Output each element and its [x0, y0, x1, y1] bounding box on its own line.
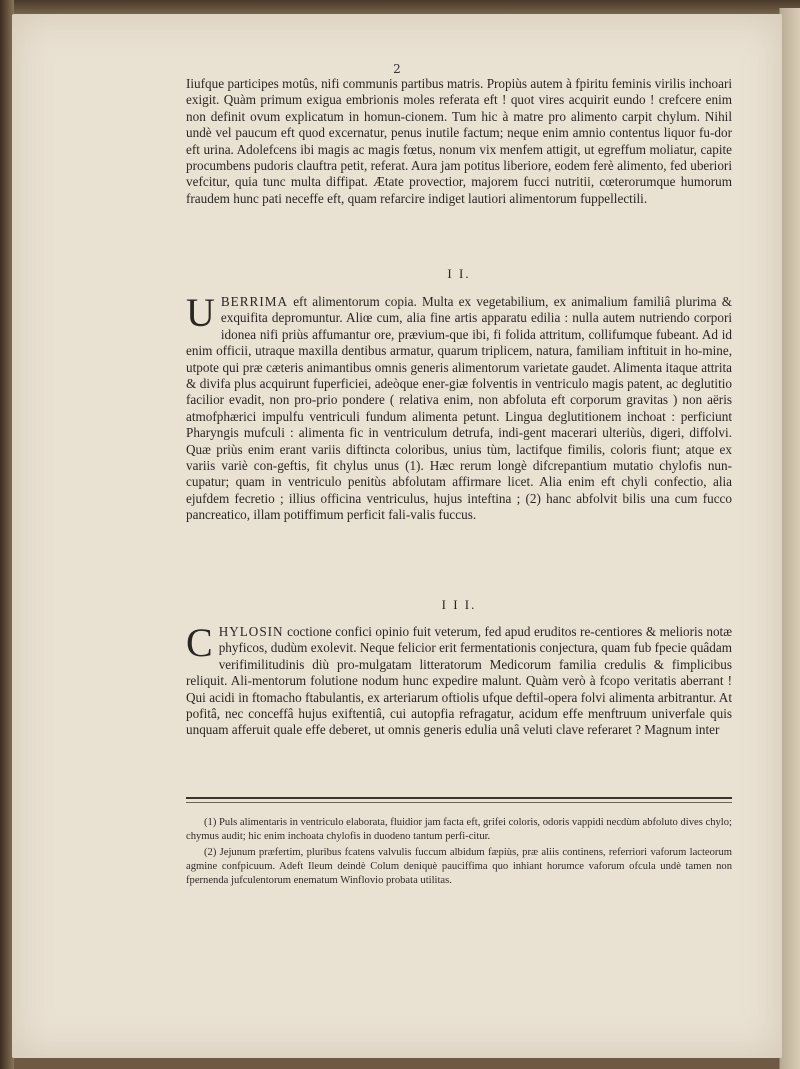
section-3-paragraph — [186, 620, 732, 739]
footnotes — [186, 816, 732, 890]
book-page — [12, 14, 782, 1058]
paragraph-text: coctione confici opinio fuit veterum, fed apud eruditos re-centiores & melioris notæ phyficos, dudùm exolevit. Neque felicior erit fermentationis conjectura, quam fub fpecie quâdam verifimilitudinis diù pro-mulgatam litteratorum Medicorum familia credulis & fimplicibus reliquit. Ali-mentorum folutione nodum hunc expedire malunt. Quàm verò à fcopo veritatis aberrant ! Qui acidi in ftomacho ftabulantis, ex arteriarum oftiolis ufque deftil-opera folvi alimenta arbitrantur. At pofitâ, nec conceffâ hujus exiftentiâ, cui autopfia refragatur, acidum effe menftruum univerfale quis unquam afferuit quale effe deberet, ut omnis generis edulia unâ veluti clave referaret ? Magnum inter — [186, 624, 732, 738]
section-heading-3: I I I. — [441, 597, 477, 612]
footnote-rule — [186, 797, 732, 799]
paragraph-text: Iiufque participes motûs, nifi communis partibus matris. Propiùs autem à fpiritu feminis virilis inchoari exigit. Quàm primum exigua embrionis moles referata eft ! quot vires acquirit eundo ! crefcere enim non definit ovum explicatum in homun-cionem. Tum hic à matre pro alimento carpit chylum. Nihil undè vel paucum eft quod excernatur, penus inutile factum; neque enim amnio contentus liquor fu-dor eft urina. Adolefcens ibi magis ac magis fœtus, nonum vix menfem attigit, ut egreffum moliatur, capite procumbens pudoris clauftra petit, referat. Aura jam potitus liberiore, eodem ferè alimento, fed uberiori vefcitur, quia tunc multa diffipat. Ætate provectior, majorem fucci nutritii, cœterorumque humorum fraudem hunc pati neceffe eft, quam refarcire indiget lautiori alimentorum fuppellectili. — [186, 76, 732, 206]
section-2-paragraph — [186, 290, 732, 524]
next-page-edge — [779, 8, 800, 1069]
footnote-2: (2) Jejunum præfertim, pluribus fcatens valvulis fuccum albidum fæpiùs, præ aliis continens, referriori vaforum lacteorum agmine confpicuum. Adeft Ileum deindè Colum deniquè pauciffima quo inhiant horumce vaforum ofcula undè tamen non fpernenda jufculentorum enematum Winflovio probata utilitas. — [186, 847, 732, 886]
paragraph-text: eft alimentorum copia. Multa ex vegetabilium, ex animalium familiâ plurima & exquifita depromuntur. Aliœ cum, alia fine artis apparatu edilia : nulla autem nutriendo corpori idonea nifi priùs affumantur ore, prævium-que ibi, fi folida attritum, collifumque fubeant. Ad id enim officii, utraque maxilla dentibus armatur, quarum triplicem, natura, familiam inftituit in ho-mine, utpote qui præ cæteris animantibus omnis generis alimentorum varietate gaudet. Alimenta itaque attrita & divifa plus acquirunt fuperficiei, adeòque ener-giæ folventis in ventriculo magis patent, ac deglutitio facilior evadit, non pro-prio pondere ( relativa enim, non abfoluta eft corporum gravitas ) non aëris atmofphærici impulfu ventriculi fundum alimenta petunt. Lingua deglutitionem inchoat : perficiunt Pharyngis mufculi : alimenta fic in ventriculum detrufa, indi-gent macerari ulteriùs, digeri, diffolvi. Quæ priùs enim erant variis diftincta coloribus, unius tùm, lactifque fimilis, coloris fiunt; atque ex variis variè con-geftis, fit chylus unus (1). Hæc rerum longè difcrepantium mutatio chylofis nun-cupatur; quam in ventriculo penitùs abfolutam affirmare licet. Alia enim eft chyli confectio, alia ejufdem fecretio ; illius officina ventriculus, hujus inteftina ; (2) hanc abfolvit bilis una cum fucco pancreatico, illam potiffimum perficit fali-valis fuccus. — [186, 294, 732, 523]
lead-word: BERRIMA — [220, 294, 288, 309]
section-heading-2: I I. — [447, 266, 471, 281]
paragraph-continuation — [186, 76, 732, 207]
drop-capital: U — [186, 290, 215, 335]
footnote-rule-thin — [186, 802, 732, 803]
drop-capital: C — [186, 620, 213, 665]
lead-word: HYLOSIN — [218, 624, 284, 639]
footnote-1: (1) Puls alimentaris in ventriculo elaborata, fluidior jam facta eft, grifei coloris, odoris vappidi necdùm abfoluto dives chylo; chymus audit; hic enim inchoata chylofis in duodeno tantum perfi-citur. — [186, 817, 732, 842]
page-number: 2 — [393, 62, 401, 76]
